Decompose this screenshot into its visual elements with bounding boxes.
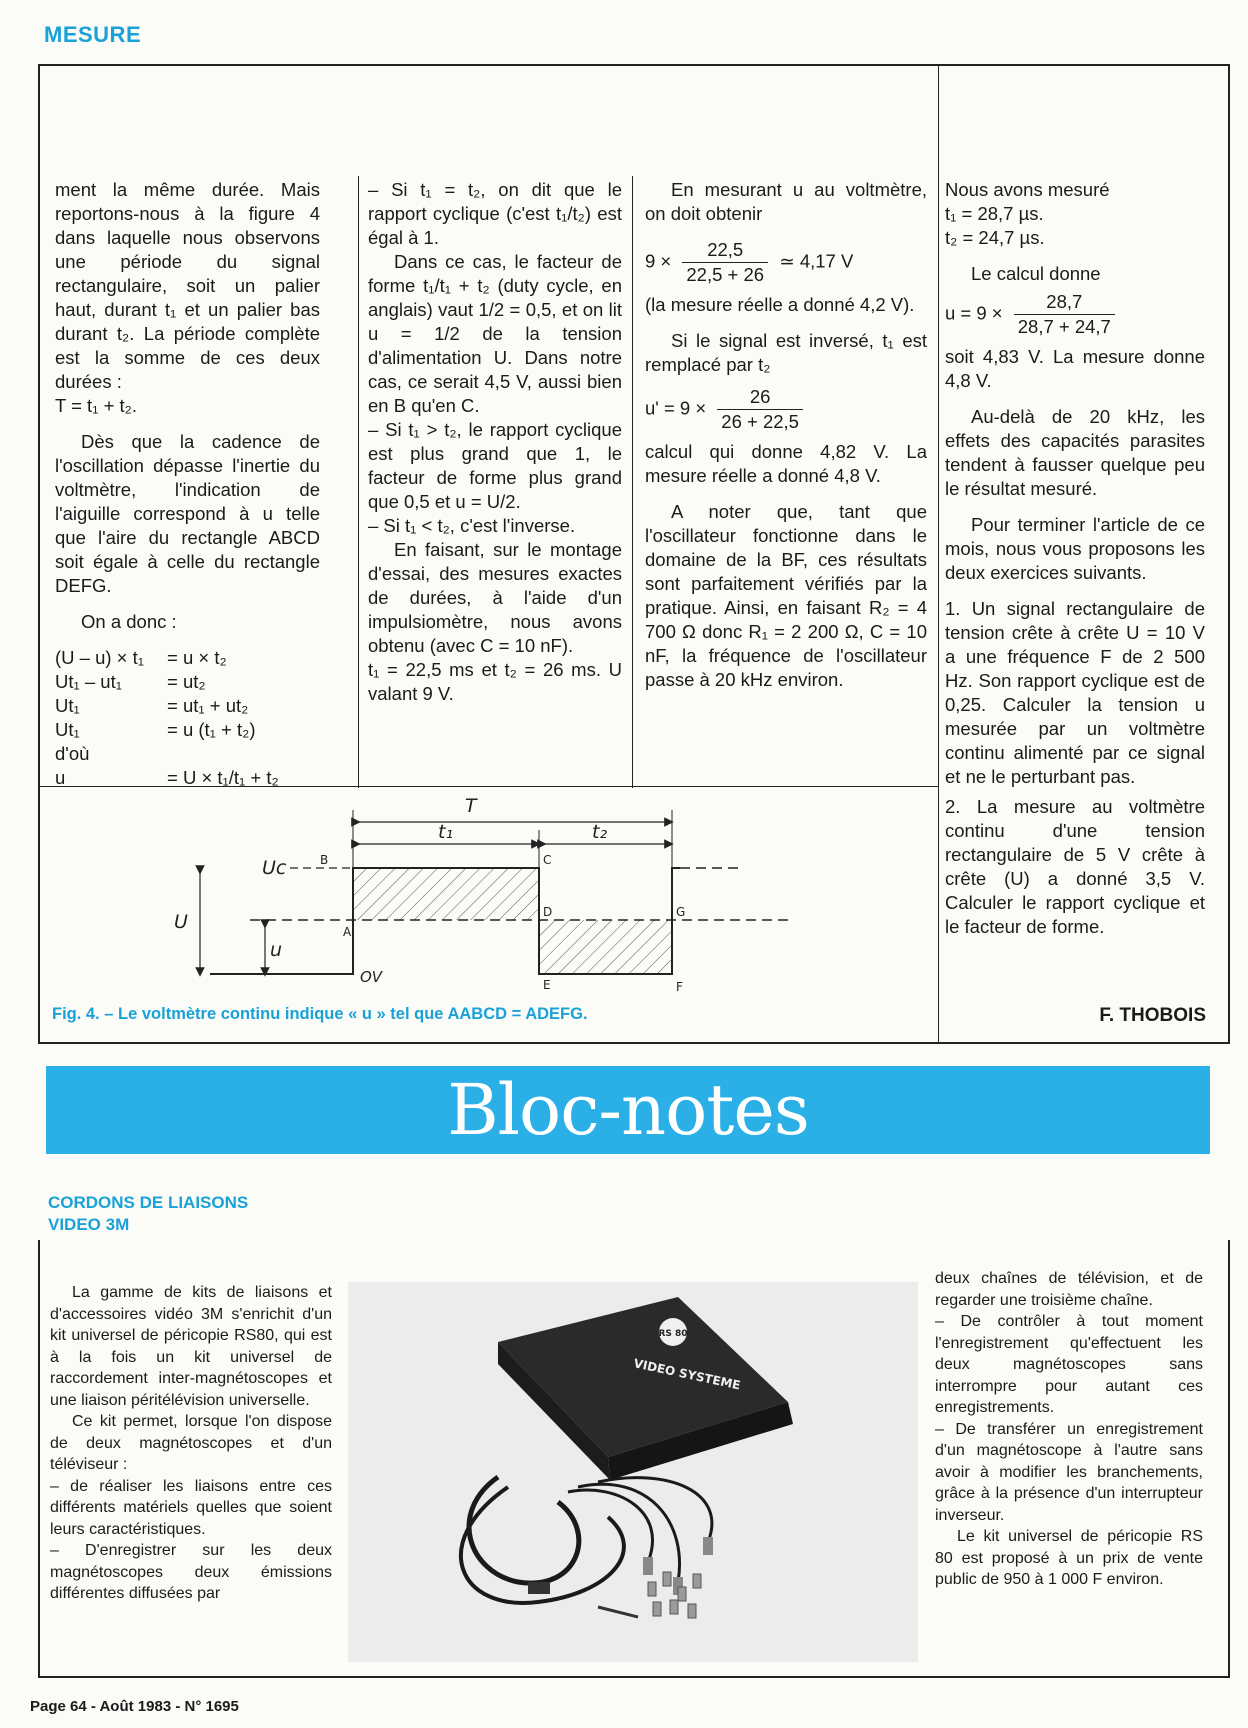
article-column-2 bbox=[368, 178, 622, 706]
label-T: T bbox=[465, 795, 477, 817]
paragraph: Pour terminer l'article de ce mois, nous vous proposons les deux exercices suivants. bbox=[945, 514, 1205, 583]
paragraph: En mesurant u au voltmètre, on doit obtenir bbox=[645, 179, 927, 224]
eq-left: Ut₁ bbox=[55, 719, 80, 740]
label-Uc: Uc bbox=[262, 857, 287, 879]
product-photo bbox=[348, 1282, 918, 1662]
author: F. THOBOIS bbox=[1099, 1005, 1206, 1026]
heading-line: CORDONS DE LIAISONS bbox=[48, 1193, 249, 1212]
denominator: 28,7 + 24,7 bbox=[1017, 316, 1111, 337]
paragraph: soit 4,83 V. La mesure donne 4,8 V. bbox=[945, 346, 1205, 391]
area-defg bbox=[539, 920, 672, 974]
measure-line: t₁ = 28,7 µs. bbox=[945, 203, 1044, 224]
photo-illustration bbox=[348, 1282, 918, 1662]
figure-caption: Fig. 4. – Le voltmètre continu indique « u » tel que AABCD = ADEFG. bbox=[52, 1005, 588, 1023]
equation-row bbox=[55, 694, 320, 718]
paragraph: – D'enregistrer sur les deux magnétoscopes deux émissions différentes diffusées par bbox=[50, 1542, 332, 1602]
paragraph: – Si t₁ > t₂, le rapport cyclique est plus grand que 1, le facteur de forme plus grand que 0,5 et u = U/2. bbox=[368, 419, 622, 512]
paragraph: Dès que la cadence de l'oscillation dépasse l'inertie du voltmètre, l'indication de l'aiguille correspond à u telle que l'aire du rectangle ABCD soit égale à celle du rectangle DEFG. bbox=[55, 431, 320, 596]
article-column-4 bbox=[945, 178, 1205, 939]
figure-4-waveform bbox=[174, 786, 820, 1001]
equation-row bbox=[55, 742, 320, 766]
paragraph: (la mesure réelle a donné 4,2 V). bbox=[645, 294, 915, 315]
numerator: 22,5 bbox=[682, 238, 768, 263]
eq-right: = U × t₁/t₁ + t₂ bbox=[167, 767, 279, 788]
point-D: D bbox=[543, 905, 553, 919]
bloc-column-right bbox=[935, 1268, 1203, 1591]
eq-right: = ut₂ bbox=[167, 671, 206, 692]
case-badge: RS 80 bbox=[658, 1329, 688, 1339]
paragraph: A noter que, tant que l'oscillateur fonctionne dans le domaine de la BF, ces résultats sont parfaitement vérifiés par la pratique. Ainsi, en faisant R₂ = 4 700 Ω donc R₁ = 2 200 Ω, C = 10 nF, la fréquence de l'oscillateur passe à 20 kHz environ. bbox=[645, 501, 927, 690]
paragraph: Nous avons mesuré bbox=[945, 179, 1110, 200]
paragraph: – De contrôler à tout moment l'enregistrement qu'effectuent les deux magnétoscopes sans interrompre pour autant ces enregistrements. bbox=[935, 1313, 1203, 1416]
eq-left: Ut₁ – ut₁ bbox=[55, 671, 122, 692]
paragraph: deux chaînes de télévision, et de regarder une troisième chaîne. bbox=[935, 1270, 1203, 1309]
point-G: G bbox=[676, 905, 686, 919]
paragraph: – Si t₁ = t₂, on dit que le rapport cyclique (c'est t₁/t₂) est égal à 1. bbox=[368, 179, 622, 248]
equation bbox=[645, 385, 927, 434]
article-heading bbox=[48, 1192, 248, 1236]
paragraph: En faisant, sur le montage d'essai, des mesures exactes de durées, à l'aide d'un impulsiomètre, nous avons obtenu (avec C = 10 nF). bbox=[368, 539, 622, 656]
column-divider bbox=[632, 176, 633, 788]
point-B: B bbox=[320, 853, 329, 867]
fraction bbox=[682, 238, 768, 287]
measure-line: t₂ = 24,7 µs. bbox=[945, 227, 1045, 248]
paragraph: On a donc : bbox=[81, 611, 177, 632]
paragraph: – De transférer un enregistrement d'un magnétoscope à l'autre sans avoir à modifier les branchements, grâce à la présence d'un interrupteur inverseur. bbox=[935, 1420, 1203, 1524]
label-0V: OV bbox=[360, 968, 383, 986]
point-C: C bbox=[543, 853, 552, 867]
column-divider bbox=[938, 64, 939, 1044]
equation bbox=[945, 290, 1205, 339]
equation-row bbox=[55, 718, 320, 742]
formula: T = t₁ + t₂. bbox=[55, 395, 137, 416]
paragraph: calcul qui donne 4,82 V. La mesure réelle a donné 4,8 V. bbox=[645, 441, 927, 486]
equation-row bbox=[55, 646, 320, 670]
case-label: VIDEO SYSTEME bbox=[632, 1356, 742, 1393]
paragraph: Dans ce cas, le facteur de forme t₁/t₁ + t₂ (duty cycle, en anglais) vaut 1/2 = 0,5, et on lit u = 1/2 de la tension d'alimentation U. Dans notre cas, ce serait 4,5 V, aussi bien en B qu'en C. bbox=[368, 251, 622, 416]
paragraph: – Si t₁ < t₂, c'est l'inverse. bbox=[368, 515, 576, 536]
exercise-2: 2. La mesure au voltmètre continu d'une tension rectangulaire de 5 V crête à crête (U) a donné 3,5 V. Calculer le rapport cyclique et le facteur de forme. bbox=[945, 796, 1205, 937]
eq-right: = u × t₂ bbox=[167, 647, 227, 668]
point-E: E bbox=[543, 978, 551, 992]
eq-suffix: ≃ 4,17 V bbox=[779, 250, 854, 272]
eq-left: (U – u) × t₁ bbox=[55, 647, 145, 668]
point-A: A bbox=[343, 925, 352, 939]
eq-prefix: 9 × bbox=[645, 250, 672, 272]
paragraph: Le kit universel de péricopie RS 80 est proposé à un prix de vente public de 950 à 1 000 F environ. bbox=[935, 1528, 1203, 1588]
eq-prefix: u' = 9 × bbox=[645, 397, 707, 419]
denominator: 22,5 + 26 bbox=[686, 264, 765, 285]
section-label: MESURE bbox=[44, 22, 142, 47]
label-U: U bbox=[174, 911, 188, 933]
label-u: u bbox=[270, 939, 283, 961]
equation-list bbox=[55, 646, 320, 790]
article-column-3 bbox=[645, 178, 927, 692]
equation-row bbox=[55, 670, 320, 694]
paragraph: t₁ = 22,5 ms et t₂ = 26 ms. U valant 9 V. bbox=[368, 659, 622, 704]
paragraph: Le calcul donne bbox=[971, 263, 1101, 284]
point-F: F bbox=[676, 980, 683, 994]
eq-left: d'où bbox=[55, 743, 90, 764]
column-divider bbox=[358, 176, 359, 788]
paragraph: Ce kit permet, lorsque l'on dispose de deux magnétoscopes et d'un téléviseur : bbox=[50, 1413, 332, 1473]
eq-left: u bbox=[55, 767, 66, 788]
paragraph: Au-delà de 20 kHz, les effets des capacités parasites tendent à fausser quelque peu le résultat mesuré. bbox=[945, 406, 1205, 499]
fraction bbox=[717, 385, 803, 434]
paragraph: ment la même durée. Mais reportons-nous à la figure 4 dans laquelle nous observons une période du signal rectangulaire, soit un palier haut, durant t₁ et un palier bas durant t₂. La période complète est la somme de ces deux durées : bbox=[55, 179, 320, 392]
bloc-column-left bbox=[50, 1282, 332, 1605]
eq-right: = ut₁ + ut₂ bbox=[167, 695, 249, 716]
paragraph: – de réaliser les liaisons entre ces différents matériels quelles que soient leurs caractéristiques. bbox=[50, 1477, 332, 1538]
heading-line: VIDEO 3M bbox=[48, 1215, 130, 1234]
fraction bbox=[1014, 290, 1115, 339]
label-t1: t₁ bbox=[438, 821, 454, 843]
banner-title: Bloc-notes bbox=[447, 1069, 809, 1151]
eq-left: Ut₁ bbox=[55, 695, 80, 716]
label-t2: t₂ bbox=[592, 821, 608, 843]
numerator: 28,7 bbox=[1014, 290, 1115, 315]
numerator: 26 bbox=[717, 385, 803, 410]
article-column-1 bbox=[55, 178, 320, 790]
paragraph: Si le signal est inversé, t₁ est remplacé par t₂ bbox=[645, 330, 927, 375]
exercise-1: 1. Un signal rectangulaire de tension crête à crête U = 10 V a une fréquence F de 2 500 Hz. Son rapport cyclique est de 0,25. Calculer la tension u mesurée par un voltmètre continu alimenté par ce signal et ne le perturbant pas. bbox=[945, 598, 1205, 787]
page-footer: Page 64 - Août 1983 - N° 1695 bbox=[30, 1698, 239, 1715]
eq-prefix: u = 9 × bbox=[945, 302, 1003, 324]
eq-right: = u (t₁ + t₂) bbox=[167, 719, 256, 740]
denominator: 26 + 22,5 bbox=[721, 411, 799, 432]
paragraph: La gamme de kits de liaisons et d'accessoires vidéo 3M s'enrichit d'un kit universel de péricopie RS80, qui est à la fois un kit universel de raccordement inter-magnétoscopes et une liaison péritélévision universelle. bbox=[50, 1284, 332, 1409]
area-abcd bbox=[353, 868, 539, 920]
equation bbox=[645, 238, 927, 287]
